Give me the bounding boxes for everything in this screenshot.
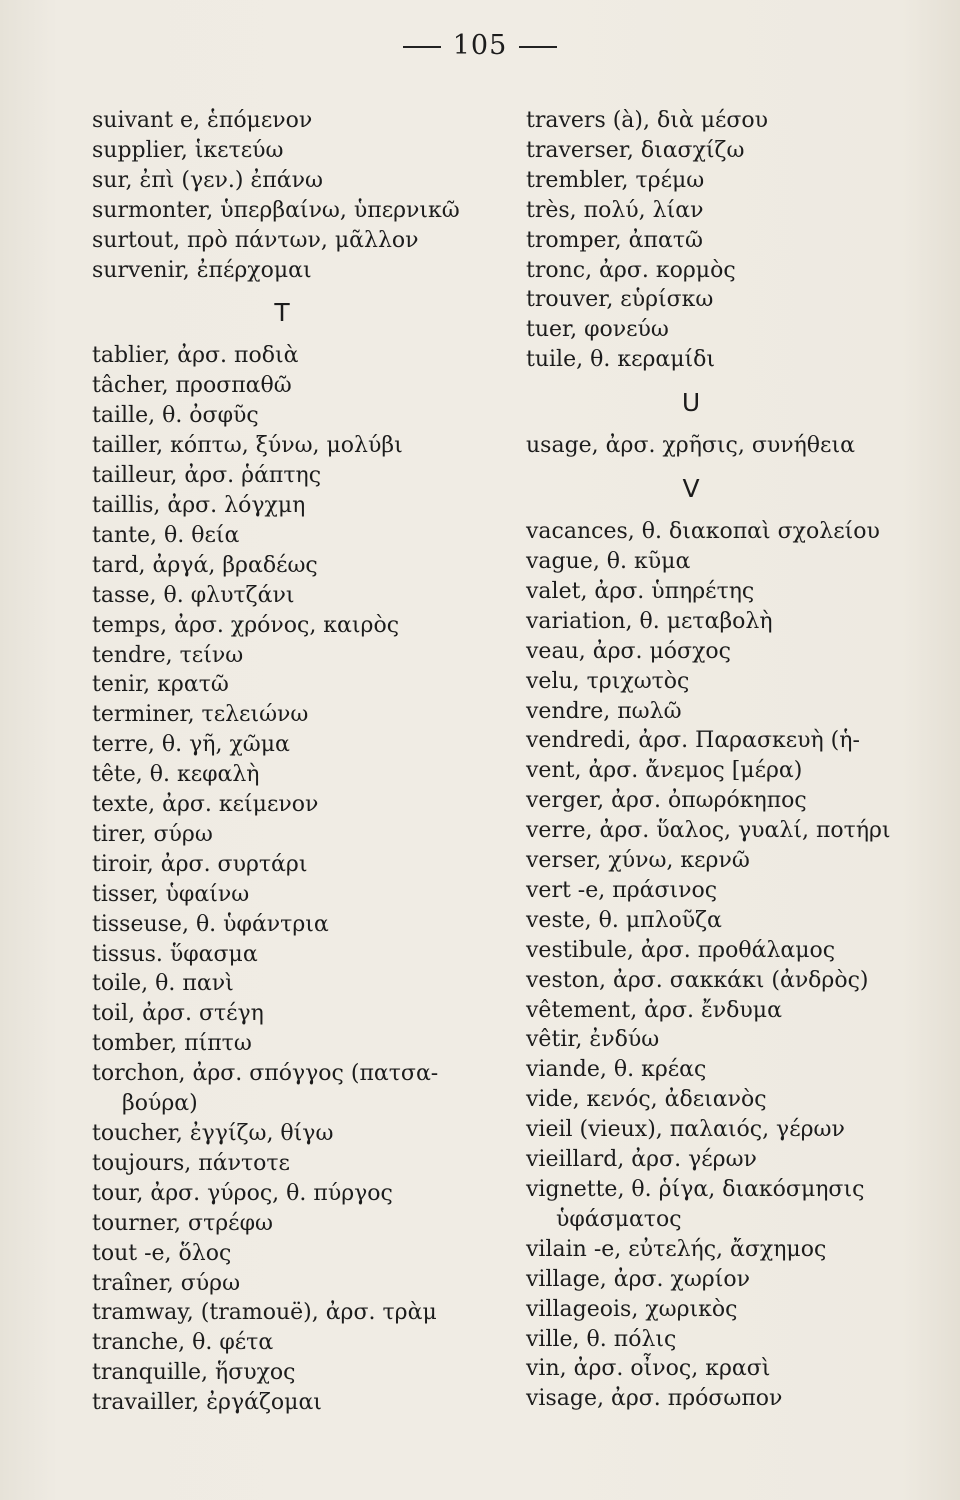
dictionary-entry: tendre, τείνω <box>92 642 244 668</box>
dictionary-entry: visage, ἀρσ. πρόσωπον <box>526 1386 783 1412</box>
dictionary-entry: supplier, ἱκετεύω <box>92 137 284 163</box>
dictionary-entry: vieil (vieux), παλαιός, γέρων <box>526 1117 845 1143</box>
page-number-dash-left <box>403 46 441 48</box>
dictionary-entry: tranche, θ. φέτα <box>92 1330 274 1356</box>
dictionary-entry: vilain -e, εὐτελής, ἄσχημος <box>526 1236 827 1262</box>
dictionary-entry: surtout, πρὸ πάντων, μᾶλλον <box>92 227 419 253</box>
dictionary-entry: tour, ἀρσ. γύρος, θ. πύργος <box>92 1180 393 1206</box>
dictionary-entry: vieillard, ἀρσ. γέρων <box>526 1147 757 1173</box>
dictionary-entry: tourner, στρέφω <box>92 1210 273 1236</box>
dictionary-entry: tablier, ἀρσ. ποδιὰ <box>92 343 299 369</box>
dictionary-entry: tâcher, προσπαθῶ <box>92 373 292 399</box>
dictionary-entry: vestibule, ἀρσ. προθάλαμος <box>526 937 836 963</box>
dictionary-entry: trouver, εὑρίσκω <box>526 287 714 313</box>
dictionary-entry: tête, θ. κεφαλὴ <box>92 762 260 788</box>
dictionary-entry: usage, ἀρσ. χρῆσις, συνήθεια <box>526 433 855 459</box>
dictionary-entry: verger, ἀρσ. ὀπωρόκηπος <box>526 788 807 814</box>
dictionary-entry-continuation: ὑφάσματος <box>556 1206 682 1232</box>
dictionary-entry: tailleur, ἀρσ. ῥάπτης <box>92 463 322 489</box>
dictionary-entry: vague, θ. κῦμα <box>526 548 691 574</box>
dictionary-entry: valet, ἀρσ. ὑπηρέτης <box>526 578 755 604</box>
dictionary-entry: verre, ἀρσ. ὕαλος, γυαλί, ποτήρι <box>526 818 891 844</box>
dictionary-entry: temps, ἀρσ. χρόνος, καιρὸς <box>92 612 400 638</box>
dictionary-entry: tante, θ. θεία <box>92 522 240 548</box>
dictionary-entry: sur, ἐπὶ (γεν.) ἐπάνω <box>92 167 323 193</box>
dictionary-entry: taillis, ἀρσ. λόγχμη <box>92 492 306 518</box>
dictionary-entry: tasse, θ. φλυτζάνι <box>92 582 295 608</box>
dictionary-entry: tissus. ὕφασμα <box>92 941 258 967</box>
dictionary-entry: vignette, θ. ῥίγα, διακόσμησις <box>526 1177 865 1202</box>
dictionary-entry: survenir, ἐπέρχομαι <box>92 257 312 283</box>
dictionary-entry: tisser, ὑφαίνω <box>92 881 250 907</box>
dictionary-entry: velu, τριχωτὸς <box>526 668 690 694</box>
section-letter: T <box>274 298 290 328</box>
dictionary-entry: veste, θ. μπλοῦζα <box>526 907 722 933</box>
dictionary-entry: vêtir, ἐνδύω <box>526 1027 660 1053</box>
dictionary-entry: veau, ἀρσ. μόσχος <box>526 638 731 664</box>
dictionary-entry: variation, θ. μεταβολὴ <box>526 608 773 634</box>
dictionary-entry: tuer, φονεύω <box>526 317 669 343</box>
dictionary-entry: toile, θ. πανὶ <box>92 971 234 997</box>
left-column <box>92 106 492 1418</box>
dictionary-entry: vert -e, πράσινος <box>526 877 718 903</box>
dictionary-entry: tout -e, ὅλος <box>92 1240 232 1266</box>
dictionary-entry: vin, ἀρσ. οἶνος, κρασὶ <box>526 1356 771 1382</box>
dictionary-entry: tronc, ἀρσ. κορμὸς <box>526 257 736 283</box>
dictionary-entry: villageois, χωρικὸς <box>526 1296 738 1322</box>
dictionary-entry: traverser, διασχίζω <box>526 137 745 163</box>
dictionary-entry: tard, ἀργά, βραδέως <box>92 552 318 578</box>
dictionary-entry: torchon, ἀρσ. σπόγγος (πατσα- <box>92 1061 439 1087</box>
dictionary-entry: vendredi, ἀρσ. Παρασκευὴ (ἡ- <box>526 728 860 754</box>
dictionary-entry: travailler, ἐργάζομαι <box>92 1390 322 1416</box>
dictionary-entry: tromper, ἀπατῶ <box>526 227 703 253</box>
right-column <box>526 106 946 1414</box>
dictionary-entry: veston, ἀρσ. σακκάκι (ἀνδρὸς) <box>526 967 869 993</box>
dictionary-entry: tomber, πίπτω <box>92 1031 252 1057</box>
dictionary-entry: toujours, πάντοτε <box>92 1150 290 1176</box>
dictionary-entry: tiroir, ἀρσ. συρτάρι <box>92 851 308 877</box>
dictionary-entry: tuile, θ. κεραμίδι <box>526 347 716 373</box>
dictionary-entry: vêtement, ἀρσ. ἔνδυμα <box>526 997 782 1023</box>
dictionary-entry: vacances, θ. διακοπαὶ σχολείου <box>526 519 880 545</box>
dictionary-entry-continuation: βούρα) <box>122 1091 198 1117</box>
dictionary-entry: toil, ἀρσ. στέγη <box>92 1001 264 1027</box>
dictionary-entry: texte, ἀρσ. κείμενον <box>92 792 319 818</box>
dictionary-entry: tisseuse, θ. ὑφάντρια <box>92 911 329 937</box>
dictionary-entry: tenir, κρατῶ <box>92 672 229 698</box>
dictionary-entry: viande, θ. κρέας <box>526 1057 707 1083</box>
page-number-value: 105 <box>452 30 508 61</box>
dictionary-entry: taille, θ. ὀσφῦς <box>92 403 259 429</box>
dictionary-entry: village, ἀρσ. χωρίον <box>526 1266 750 1292</box>
dictionary-entry: surmonter, ὑπερβαίνω, ὑπερνικῶ <box>92 197 460 223</box>
section-letter: U <box>681 388 701 418</box>
section-letter: V <box>682 474 700 504</box>
page-number-dash-right <box>519 46 557 48</box>
dictionary-entry: tramway, (tramouë), ἀρσ. τρὰμ <box>92 1300 437 1326</box>
dictionary-entry: toucher, ἐγγίζω, θίγω <box>92 1121 334 1146</box>
dictionary-entry: vendre, πωλῶ <box>526 698 682 724</box>
dictionary-entry: vent, ἀρσ. ἄνεμος [μέρα) <box>526 758 803 784</box>
dictionary-entry: travers (à), διὰ μέσου <box>526 108 769 133</box>
dictionary-entry: très, πολύ, λίαν <box>526 197 704 223</box>
dictionary-entry: tranquille, ἥσυχος <box>92 1360 296 1386</box>
dictionary-entry: vide, κενός, ἀδειανὸς <box>526 1087 767 1113</box>
dictionary-entry: ville, θ. πόλις <box>526 1326 677 1352</box>
dictionary-entry: trembler, τρέμω <box>526 167 705 193</box>
dictionary-entry: tailler, κόπτω, ξύνω, μολύβι <box>92 433 403 459</box>
dictionary-entry: terre, θ. γῆ, χῶμα <box>92 732 290 758</box>
dictionary-entry: terminer, τελειώνω <box>92 702 309 728</box>
page-number <box>0 30 960 61</box>
dictionary-entry: suivant e, ἑπόμενον <box>92 108 313 133</box>
dictionary-entry: traîner, σύρω <box>92 1270 241 1296</box>
dictionary-entry: tirer, σύρω <box>92 821 213 847</box>
dictionary-entry: verser, χύνω, κερνῶ <box>526 848 750 874</box>
